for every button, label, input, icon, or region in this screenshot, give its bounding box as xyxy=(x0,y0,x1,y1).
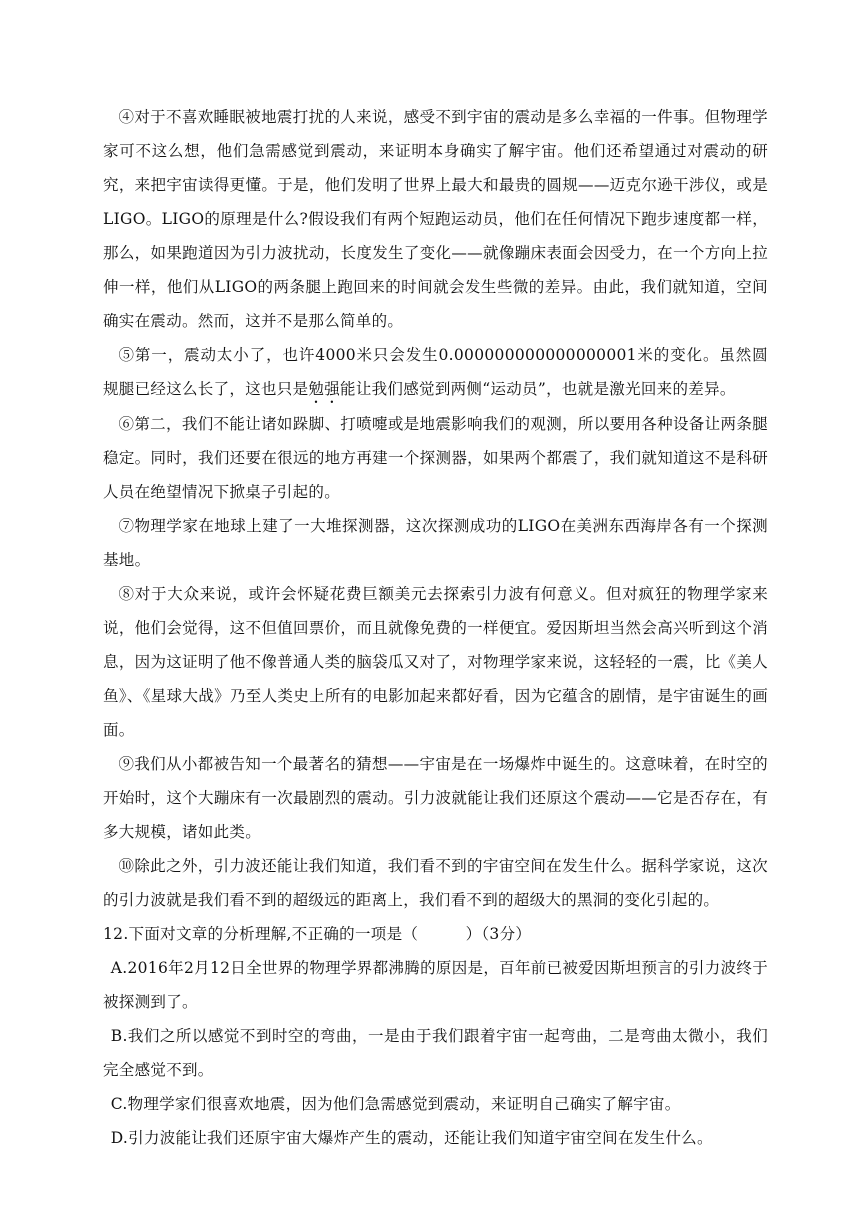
paragraph-text: 能让我们感觉到两侧“运动员”，也就是激光回来的差异。 xyxy=(340,380,736,398)
question-stem: 12.下面对文章的分析理解,不正确的一项是（ ）（3分） xyxy=(103,925,532,943)
paragraph-marker: ④ xyxy=(118,108,135,126)
paragraph-marker: ⑨ xyxy=(118,755,135,773)
paragraph-4 xyxy=(103,100,768,338)
paragraph-text: 第二，我们不能让诸如跺脚、打喷嚏或是地震影响我们的观测，所以要用各种设备让两条腿稳定。同时，我们还要在很远的地方再建一个探测器，如果两个都震了，我们就知道这不是科研人员在绝望情况下掀桌子引起的。 xyxy=(103,415,768,501)
paragraph-7 xyxy=(103,509,768,577)
paragraph-10 xyxy=(103,849,768,917)
paragraph-text: 对于大众来说，或许会怀疑花费巨额美元去探索引力波有何意义。但对疯狂的物理学家来说，他们会觉得，这不但值回票价，而且就像免费的一样便宜。爱因斯坦当然会高兴听到这个消息，因为这证明了他不像普通人类的脑袋瓜又对了，对物理学家来说，这轻轻的一震，比《美人鱼》、《星球大战》乃至人类史上所有的电影加起来都好看，因为它蕴含的剧情，是宇宙诞生的画面。 xyxy=(103,585,768,739)
paragraph-5 xyxy=(103,338,768,407)
paragraph-marker: ⑧ xyxy=(118,585,135,603)
option-a: A.2016年2月12日全世界的物理学界都沸腾的原因是，百年前已被爱因斯坦预言的引力波终于被探测到了。 xyxy=(103,959,768,1011)
option-d: D.引力波能让我们还原宇宙大爆炸产生的震动，还能让我们知道宇宙空间在发生什么。 xyxy=(110,1129,713,1147)
paragraph-text: 物理学家在地球上建了一大堆探测器，这次探测成功的LIGO在美洲东西海岸各有一个探测基地。 xyxy=(103,517,768,569)
paragraph-marker: ⑦ xyxy=(118,517,135,535)
emphasized-word: 勉强 xyxy=(308,380,341,398)
paragraph-text: 第一，震动太小了，也许4000米只会发生0.000000000000000001米的变化。虽然圆规腿已经这么长了，这也只是 xyxy=(103,346,768,398)
paragraph-marker: ⑥ xyxy=(118,415,135,433)
option-b: B.我们之所以感觉不到时空的弯曲，一是由于我们跟着宇宙一起弯曲，二是弯曲太微小，我们完全感觉不到。 xyxy=(103,1027,768,1079)
option-c: C.物理学家们很喜欢地震，因为他们急需感觉到震动，来证明自己确实了解宇宙。 xyxy=(110,1095,681,1113)
paragraph-text: 除此之外，引力波还能让我们知道，我们看不到的宇宙空间在发生什么。据科学家说，这次的引力波就是我们看不到的超级远的距离上，我们看不到的超级大的黑洞的变化引起的。 xyxy=(103,857,768,909)
paragraph-text: 我们从小都被告知一个最著名的猜想——宇宙是在一场爆炸中诞生的。这意味着，在时空的开始时，这个大蹦床有一次最剧烈的震动。引力波就能让我们还原这个震动——它是否存在，有多大规模，诸如此类。 xyxy=(103,755,768,841)
paragraph-9 xyxy=(103,747,768,849)
paragraph-6 xyxy=(103,407,768,509)
paragraph-marker: ⑩ xyxy=(118,857,135,875)
paragraph-text: 对于不喜欢睡眠被地震打扰的人来说，感受不到宇宙的震动是多么幸福的一件事。但物理学家可不这么想，他们急需感觉到震动，来证明本身确实了解宇宙。他们还希望通过对震动的研究，来把宇宙读得更懂。于是，他们发明了世界上最大和最贵的圆规——迈克尔逊干涉仪，或是LIGO。LIGO的原理是什么?假设我们有两个短跑运动员，他们在任何情况下跑步速度都一样，那么，如果跑道因为引力波扰动，长度发生了变化——就像蹦床表面会因受力，在一个方向上拉伸一样，他们从LIGO的两条腿上跑回来的时间就会发生些微的差异。由此，我们就知道，空间确实在震动。然而，这并不是那么简单的。 xyxy=(103,108,768,330)
paragraph-8 xyxy=(103,577,768,747)
paragraph-marker: ⑤ xyxy=(118,346,135,364)
